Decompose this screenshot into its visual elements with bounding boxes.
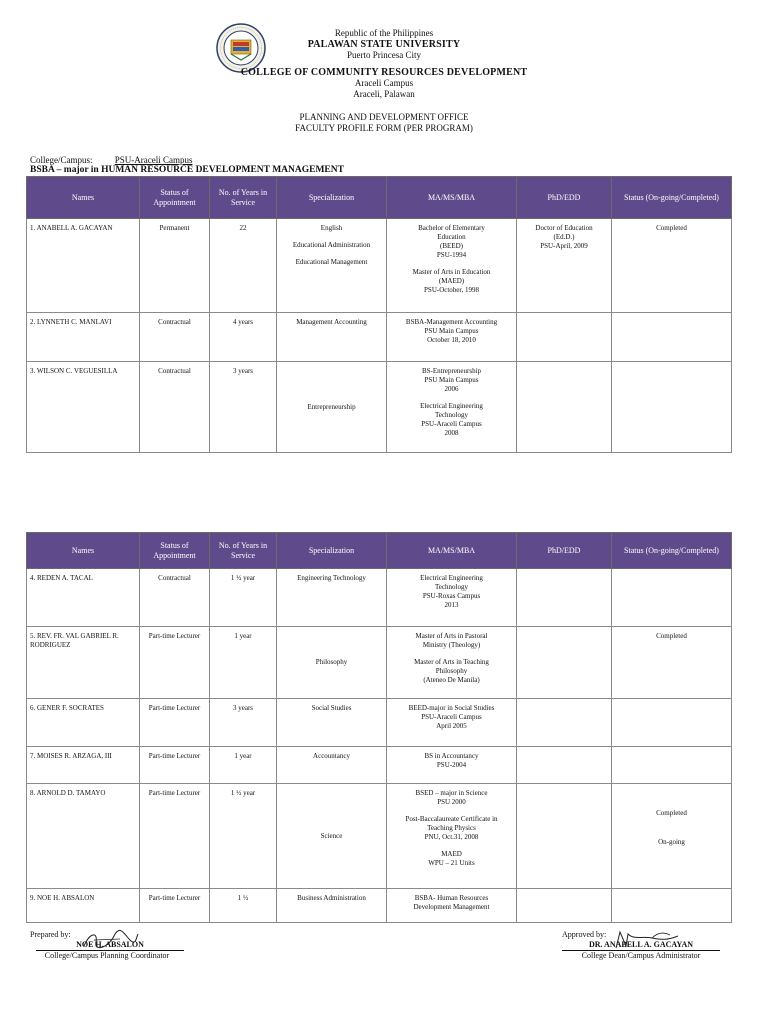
specialization-item: Educational Administration bbox=[292, 241, 371, 249]
republic-line: Republic of the Philippines bbox=[334, 28, 434, 38]
phd-cell bbox=[517, 313, 612, 362]
years-cell: 1 year bbox=[210, 627, 277, 699]
degree-line: PSU-Araceli Campus bbox=[421, 713, 482, 721]
degree-line: PSU-October, 1998 bbox=[424, 286, 479, 294]
degree-line: (Ed.D.) bbox=[553, 233, 575, 241]
campus-line: Araceli Campus bbox=[354, 78, 414, 88]
faculty-name-cell: 3. WILSON C. VEGUESILLA bbox=[27, 362, 140, 453]
program-title: BSBA – major in HUMAN RESOURCE DEVELOPMENT MANAGEMENT bbox=[30, 165, 344, 175]
table-row bbox=[27, 889, 732, 923]
degree-line: Ministry (Theology) bbox=[422, 641, 481, 649]
table-row bbox=[27, 313, 732, 362]
masters-cell bbox=[387, 362, 517, 453]
appointment-cell: Part-time Lecturer bbox=[140, 627, 210, 699]
degree-line: PSU-Araceli Campus bbox=[421, 420, 482, 428]
degree-line: Doctor of Education bbox=[535, 224, 593, 232]
degree-entry bbox=[390, 789, 513, 807]
degree-line: 2008 bbox=[444, 429, 459, 437]
form-meta bbox=[30, 155, 344, 175]
degree-line: BS in Accountancy bbox=[424, 752, 479, 760]
degree-line: Philosophy bbox=[435, 667, 468, 675]
status-cell bbox=[612, 219, 732, 313]
col-header-phd: PhD/EDD bbox=[517, 177, 612, 219]
degree-entry bbox=[390, 402, 513, 438]
faculty-name-cell: 8. ARNOLD D. TAMAYO bbox=[27, 784, 140, 889]
col-header-masters: MA/MS/MBA bbox=[387, 177, 517, 219]
appointment-cell: Part-time Lecturer bbox=[140, 889, 210, 923]
col-header-status: Status (On-going/Completed) bbox=[612, 533, 732, 569]
status-text: Completed bbox=[656, 224, 687, 232]
table-row bbox=[27, 219, 732, 313]
specialization-cell bbox=[277, 627, 387, 699]
prepared-by-title: College/Campus Planning Coordinator bbox=[44, 951, 170, 960]
degree-line: BSBA-Management Accounting bbox=[405, 318, 498, 326]
specialization-cell bbox=[277, 313, 387, 362]
prepared-by-signature bbox=[80, 928, 140, 952]
phd-cell bbox=[517, 889, 612, 923]
years-cell: 1 ½ bbox=[210, 889, 277, 923]
degree-line: Electrical Engineering bbox=[420, 574, 483, 582]
status-cell bbox=[612, 699, 732, 747]
approved-by-title: College Dean/Campus Administrator bbox=[581, 951, 701, 960]
col-header-years: No. of Years in Service bbox=[210, 533, 277, 569]
degree-line: 2006 bbox=[444, 385, 459, 393]
specialization-item: Educational Management bbox=[295, 258, 368, 266]
faculty-name-cell: 4. REDEN A. TACAL bbox=[27, 569, 140, 627]
years-cell: 3 years bbox=[210, 699, 277, 747]
prepared-by-name: NOE H. ABSALON bbox=[36, 940, 184, 951]
table-header-row bbox=[27, 533, 732, 569]
degree-entry bbox=[390, 850, 513, 868]
status-cell bbox=[612, 747, 732, 784]
faculty-name-cell: 1. ANABELL A. GACAYAN bbox=[27, 219, 140, 313]
form-title: FACULTY PROFILE FORM (PER PROGRAM) bbox=[295, 123, 473, 133]
degree-line: MAED bbox=[441, 850, 462, 858]
col-header-appointment: Status of Appointment bbox=[140, 533, 210, 569]
table-header-row bbox=[27, 177, 732, 219]
status-text: Completed bbox=[656, 632, 687, 640]
campus-value: PSU-Araceli Campus bbox=[114, 155, 193, 165]
appointment-cell: Part-time Lecturer bbox=[140, 747, 210, 784]
specialization-item: Philosophy bbox=[315, 658, 348, 666]
degree-line: Bachelor of Elementary bbox=[418, 224, 485, 232]
degree-line: Master of Arts in Teaching bbox=[414, 658, 489, 666]
approved-by-signature bbox=[612, 926, 682, 952]
specialization-cell bbox=[277, 219, 387, 313]
years-cell: 4 years bbox=[210, 313, 277, 362]
degree-line: April 2005 bbox=[436, 722, 467, 730]
office-name: PLANNING AND DEVELOPMENT OFFICE bbox=[299, 112, 469, 122]
approved-by-name: DR. ANABELL A. GACAYAN bbox=[562, 940, 720, 951]
years-cell: 3 years bbox=[210, 362, 277, 453]
prepared-by-label: Prepared by: bbox=[30, 930, 71, 939]
col-header-years: No. of Years in Service bbox=[210, 177, 277, 219]
appointment-cell: Contractual bbox=[140, 362, 210, 453]
years-cell: 1 ½ year bbox=[210, 569, 277, 627]
status-cell bbox=[612, 889, 732, 923]
status-stack bbox=[615, 809, 728, 847]
specialization-cell bbox=[277, 699, 387, 747]
degree-line: Technology bbox=[435, 583, 468, 591]
degree-line: (MAED) bbox=[438, 277, 465, 285]
degree-entry bbox=[390, 815, 513, 842]
phd-cell bbox=[517, 747, 612, 784]
degree-entry bbox=[390, 367, 513, 394]
degree-entry bbox=[390, 318, 513, 345]
degree-line: BEED-major in Social Studies bbox=[408, 704, 495, 712]
degree-line: PSU-2004 bbox=[436, 761, 467, 769]
table-row bbox=[27, 747, 732, 784]
degree-line: PSU-April, 2009 bbox=[540, 242, 588, 250]
phd-cell bbox=[517, 627, 612, 699]
masters-cell bbox=[387, 219, 517, 313]
masters-cell bbox=[387, 569, 517, 627]
col-header-status: Status (On-going/Completed) bbox=[612, 177, 732, 219]
faculty-name-cell: 9. NOE H. ABSALON bbox=[27, 889, 140, 923]
specialization-item: Business Administration bbox=[297, 894, 366, 902]
col-header-names: Names bbox=[27, 177, 140, 219]
faculty-name-cell: 2. LYNNETH C. MANLAVI bbox=[27, 313, 140, 362]
years-cell: 1 year bbox=[210, 747, 277, 784]
phd-cell bbox=[517, 219, 612, 313]
degree-line: Technology bbox=[435, 411, 468, 419]
table-row bbox=[27, 784, 732, 889]
status-cell bbox=[612, 627, 732, 699]
status-cell bbox=[612, 784, 732, 889]
document-header bbox=[0, 28, 768, 134]
degree-entry bbox=[390, 574, 513, 610]
appointment-cell: Contractual bbox=[140, 313, 210, 362]
masters-cell bbox=[387, 699, 517, 747]
degree-line: Post-Baccalaureate Certificate in bbox=[405, 815, 498, 823]
specialization-item: Management Accounting bbox=[296, 318, 367, 326]
specialization-cell bbox=[277, 362, 387, 453]
degree-line: PSU-Roxas Campus bbox=[422, 592, 481, 600]
status-text: Completed bbox=[656, 809, 687, 817]
specialization-cell bbox=[277, 569, 387, 627]
table-row bbox=[27, 362, 732, 453]
university-name: PALAWAN STATE UNIVERSITY bbox=[307, 39, 461, 50]
degree-line: (Ateneo De Manila) bbox=[423, 676, 480, 684]
table-row bbox=[27, 627, 732, 699]
faculty-name-cell: 5. REV. FR. VAL GABRIEL R. RODRIGUEZ bbox=[27, 627, 140, 699]
appointment-cell: Permanent bbox=[140, 219, 210, 313]
specialization-item: Accountancy bbox=[313, 752, 350, 760]
degree-line: BSED – major in Science bbox=[415, 789, 488, 797]
masters-cell bbox=[387, 784, 517, 889]
masters-cell bbox=[387, 313, 517, 362]
specialization-cell bbox=[277, 784, 387, 889]
college-name: COLLEGE OF COMMUNITY RESOURCES DEVELOPMENT bbox=[240, 67, 528, 78]
years-cell: 1 ½ year bbox=[210, 784, 277, 889]
degree-line: Education bbox=[437, 233, 466, 241]
degree-entry bbox=[390, 752, 513, 770]
degree-line: BSBA- Human Resources bbox=[414, 894, 489, 902]
col-header-names: Names bbox=[27, 533, 140, 569]
degree-line: Teaching Physics bbox=[427, 824, 476, 832]
faculty-table-2 bbox=[26, 532, 732, 923]
campus-label: College/Campus: bbox=[30, 155, 93, 165]
specialization-cell bbox=[277, 747, 387, 784]
masters-cell bbox=[387, 889, 517, 923]
specialization-item: Science bbox=[320, 831, 343, 840]
degree-line: October 18, 2010 bbox=[427, 336, 476, 344]
status-cell bbox=[612, 362, 732, 453]
phd-cell bbox=[517, 569, 612, 627]
degree-entry bbox=[390, 268, 513, 295]
status-cell bbox=[612, 569, 732, 627]
degree-line: 2013 bbox=[444, 601, 459, 609]
col-header-specialization: Specialization bbox=[277, 533, 387, 569]
degree-line: (BEED) bbox=[440, 242, 463, 250]
degree-entry bbox=[390, 224, 513, 260]
faculty-table-1 bbox=[26, 176, 732, 453]
masters-cell bbox=[387, 747, 517, 784]
degree-line: WPU – 21 Units bbox=[428, 859, 475, 867]
status-cell bbox=[612, 313, 732, 362]
faculty-name-cell: 6. GENER F. SOCRATES bbox=[27, 699, 140, 747]
masters-cell bbox=[387, 627, 517, 699]
specialization-item: Social Studies bbox=[311, 704, 352, 712]
degree-line: PSU 2000 bbox=[437, 798, 466, 806]
degree-line: Electrical Engineering bbox=[420, 402, 483, 410]
degree-entry bbox=[390, 704, 513, 731]
degree-entry bbox=[390, 658, 513, 685]
degree-line: Master of Arts in Education bbox=[412, 268, 491, 276]
specialization-item: English bbox=[320, 224, 343, 232]
degree-entry bbox=[390, 894, 513, 912]
col-header-masters: MA/MS/MBA bbox=[387, 533, 517, 569]
degree-line: PSU-1994 bbox=[436, 251, 467, 259]
degree-line: PSU Main Campus bbox=[424, 376, 479, 384]
specialization-item: Engineering Technology bbox=[297, 574, 366, 582]
specialization-cell bbox=[277, 889, 387, 923]
appointment-cell: Part-time Lecturer bbox=[140, 784, 210, 889]
degree-line: PNU, Oct.31, 2008 bbox=[424, 833, 479, 841]
degree-line: Master of Arts in Pastoral bbox=[415, 632, 488, 640]
appointment-cell: Contractual bbox=[140, 569, 210, 627]
approved-by-label: Approved by: bbox=[562, 930, 607, 939]
degree-entry bbox=[390, 632, 513, 650]
appointment-cell: Part-time Lecturer bbox=[140, 699, 210, 747]
degree-line: BS-Entrepreneurship bbox=[421, 367, 482, 375]
degree-line: Development Management bbox=[413, 903, 490, 911]
table-row bbox=[27, 569, 732, 627]
col-header-phd: PhD/EDD bbox=[517, 533, 612, 569]
table-row bbox=[27, 699, 732, 747]
city-line: Puerto Princesa City bbox=[347, 50, 421, 60]
years-cell: 22 bbox=[210, 219, 277, 313]
degree-line: PSU Main Campus bbox=[424, 327, 479, 335]
col-header-appointment: Status of Appointment bbox=[140, 177, 210, 219]
location-line: Araceli, Palawan bbox=[353, 89, 415, 99]
faculty-name-cell: 7. MOISES R. ARZAGA, III bbox=[27, 747, 140, 784]
status-text: On-going bbox=[658, 838, 685, 846]
specialization-item: Entrepreneurship bbox=[307, 402, 356, 411]
phd-cell bbox=[517, 699, 612, 747]
col-header-specialization: Specialization bbox=[277, 177, 387, 219]
degree-entry bbox=[520, 224, 608, 251]
phd-cell bbox=[517, 362, 612, 453]
phd-cell bbox=[517, 784, 612, 889]
